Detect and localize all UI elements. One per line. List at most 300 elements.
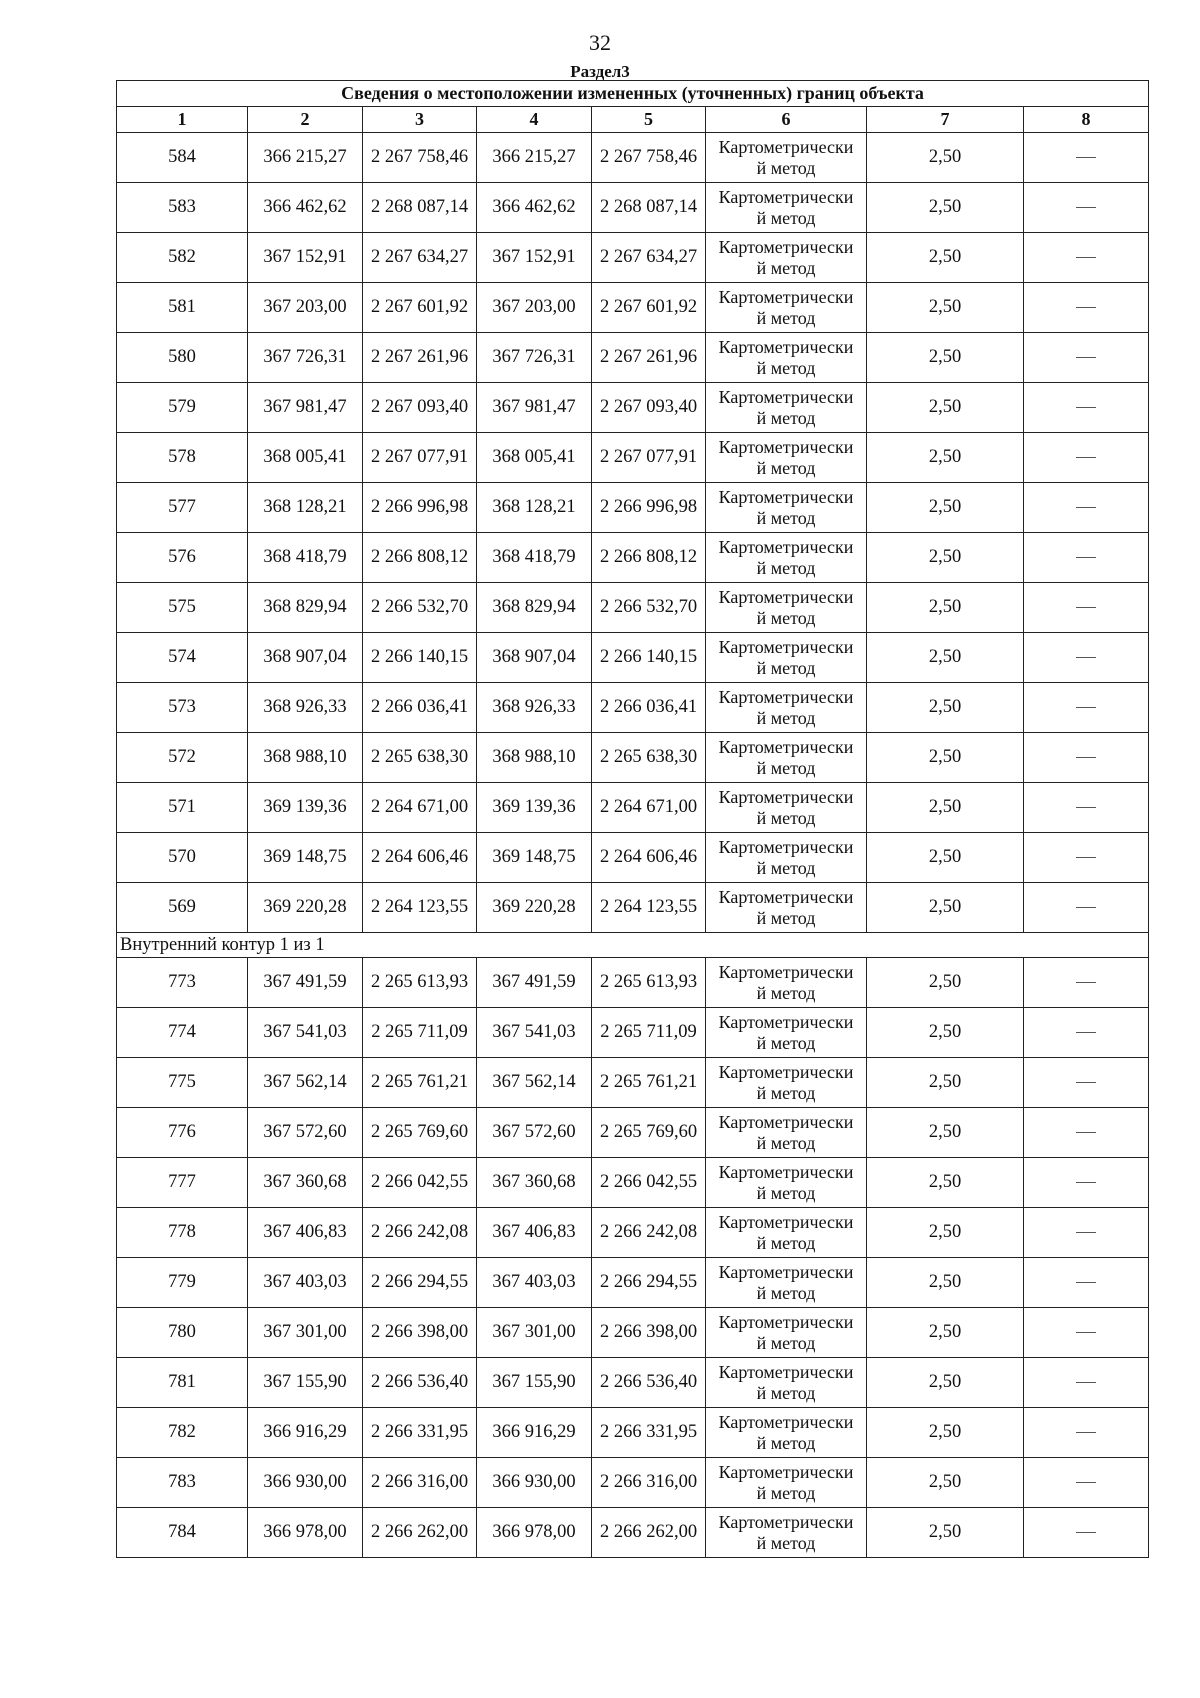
method-line: Картометрически <box>718 1161 854 1182</box>
x-existing-cell: 367 360,68 <box>248 1158 363 1208</box>
description-cell <box>1024 483 1149 533</box>
point-number-cell: 579 <box>117 383 248 433</box>
point-number-cell: 573 <box>117 683 248 733</box>
accuracy-cell: 2,50 <box>867 1508 1024 1558</box>
description-cell <box>1024 1308 1149 1358</box>
method-cell <box>706 883 867 933</box>
dash-mark <box>1076 1232 1096 1233</box>
method-line: Картометрически <box>718 1411 854 1432</box>
method-line: Картометрически <box>718 836 854 857</box>
y-existing-cell: 2 266 316,00 <box>363 1458 477 1508</box>
x-existing-cell: 369 139,36 <box>248 783 363 833</box>
description-cell <box>1024 1458 1149 1508</box>
x-existing-cell: 368 418,79 <box>248 533 363 583</box>
table-row <box>117 633 1149 683</box>
point-number-cell: 570 <box>117 833 248 883</box>
dash-mark <box>1076 1082 1096 1083</box>
method-line: й метод <box>756 307 816 328</box>
x-existing-cell: 367 155,90 <box>248 1358 363 1408</box>
description-cell <box>1024 1358 1149 1408</box>
description-cell <box>1024 333 1149 383</box>
y-new-cell: 2 266 996,98 <box>592 483 706 533</box>
y-existing-cell: 2 266 294,55 <box>363 1258 477 1308</box>
x-existing-cell: 367 491,59 <box>248 958 363 1008</box>
description-cell <box>1024 233 1149 283</box>
y-new-cell: 2 267 758,46 <box>592 133 706 183</box>
column-number: 3 <box>363 107 477 133</box>
y-new-cell: 2 266 808,12 <box>592 533 706 583</box>
method-line: й метод <box>756 1032 816 1053</box>
method-cell <box>706 1458 867 1508</box>
dash-mark <box>1076 507 1096 508</box>
y-existing-cell: 2 265 711,09 <box>363 1008 477 1058</box>
method-line: Картометрически <box>718 136 854 157</box>
description-cell <box>1024 383 1149 433</box>
accuracy-cell: 2,50 <box>867 1258 1024 1308</box>
column-number: 5 <box>592 107 706 133</box>
accuracy-cell: 2,50 <box>867 1208 1024 1258</box>
table-row <box>117 733 1149 783</box>
point-number-cell: 778 <box>117 1208 248 1258</box>
method-cell <box>706 1008 867 1058</box>
method-line: Картометрически <box>718 1461 854 1482</box>
table-row <box>117 1408 1149 1458</box>
y-existing-cell: 2 265 638,30 <box>363 733 477 783</box>
method-line: Картометрически <box>718 186 854 207</box>
y-existing-cell: 2 266 042,55 <box>363 1158 477 1208</box>
x-existing-cell: 367 572,60 <box>248 1108 363 1158</box>
y-new-cell: 2 266 316,00 <box>592 1458 706 1508</box>
y-existing-cell: 2 265 769,60 <box>363 1108 477 1158</box>
method-line: й метод <box>756 1232 816 1253</box>
method-line: й метод <box>756 1082 816 1103</box>
column-number: 6 <box>706 107 867 133</box>
y-existing-cell: 2 266 532,70 <box>363 583 477 633</box>
table-row <box>117 483 1149 533</box>
method-line: Картометрически <box>718 786 854 807</box>
point-number-cell: 781 <box>117 1358 248 1408</box>
method-line: Картометрически <box>718 686 854 707</box>
method-line: й метод <box>756 907 816 928</box>
method-cell <box>706 1058 867 1108</box>
accuracy-cell: 2,50 <box>867 1058 1024 1108</box>
method-line: Картометрически <box>718 1361 854 1382</box>
y-existing-cell: 2 266 536,40 <box>363 1358 477 1408</box>
description-cell <box>1024 283 1149 333</box>
point-number-cell: 584 <box>117 133 248 183</box>
method-cell <box>706 383 867 433</box>
point-number-cell: 775 <box>117 1058 248 1108</box>
description-cell <box>1024 1058 1149 1108</box>
y-existing-cell: 2 266 996,98 <box>363 483 477 533</box>
x-new-cell: 369 139,36 <box>477 783 592 833</box>
x-new-cell: 367 726,31 <box>477 333 592 383</box>
y-new-cell: 2 267 077,91 <box>592 433 706 483</box>
y-new-cell: 2 266 036,41 <box>592 683 706 733</box>
point-number-cell: 580 <box>117 333 248 383</box>
y-existing-cell: 2 264 123,55 <box>363 883 477 933</box>
method-line: й метод <box>756 1182 816 1203</box>
accuracy-cell: 2,50 <box>867 233 1024 283</box>
method-line: Картометрически <box>718 286 854 307</box>
y-existing-cell: 2 267 634,27 <box>363 233 477 283</box>
dash-mark <box>1076 1482 1096 1483</box>
description-cell <box>1024 183 1149 233</box>
point-number-cell: 777 <box>117 1158 248 1208</box>
x-existing-cell: 367 981,47 <box>248 383 363 433</box>
description-cell <box>1024 883 1149 933</box>
accuracy-cell: 2,50 <box>867 133 1024 183</box>
accuracy-cell: 2,50 <box>867 1408 1024 1458</box>
method-cell <box>706 183 867 233</box>
x-existing-cell: 366 978,00 <box>248 1508 363 1558</box>
description-cell <box>1024 733 1149 783</box>
description-cell <box>1024 1408 1149 1458</box>
x-existing-cell: 369 148,75 <box>248 833 363 883</box>
dash-mark <box>1076 307 1096 308</box>
section-label: Раздел3 <box>570 62 630 81</box>
x-existing-cell: 367 203,00 <box>248 283 363 333</box>
y-existing-cell: 2 267 758,46 <box>363 133 477 183</box>
method-line: Картометрически <box>718 1261 854 1282</box>
x-existing-cell: 368 829,94 <box>248 583 363 633</box>
method-line: й метод <box>756 657 816 678</box>
dash-mark <box>1076 207 1096 208</box>
description-cell <box>1024 433 1149 483</box>
method-line: й метод <box>756 207 816 228</box>
method-line: й метод <box>756 557 816 578</box>
method-line: Картометрически <box>718 236 854 257</box>
x-existing-cell: 368 926,33 <box>248 683 363 733</box>
y-existing-cell: 2 265 613,93 <box>363 958 477 1008</box>
description-cell <box>1024 683 1149 733</box>
y-new-cell: 2 266 398,00 <box>592 1308 706 1358</box>
point-number-cell: 581 <box>117 283 248 333</box>
accuracy-cell: 2,50 <box>867 633 1024 683</box>
x-existing-cell: 367 726,31 <box>248 333 363 383</box>
table-row <box>117 1458 1149 1508</box>
x-new-cell: 367 541,03 <box>477 1008 592 1058</box>
dash-mark <box>1076 757 1096 758</box>
dash-mark <box>1076 807 1096 808</box>
method-cell <box>706 1508 867 1558</box>
method-line: Картометрически <box>718 1011 854 1032</box>
point-number-cell: 574 <box>117 633 248 683</box>
table-row <box>117 183 1149 233</box>
point-number-cell: 576 <box>117 533 248 583</box>
accuracy-cell: 2,50 <box>867 1308 1024 1358</box>
method-line: й метод <box>756 757 816 778</box>
point-number-cell: 779 <box>117 1258 248 1308</box>
method-cell <box>706 833 867 883</box>
description-cell <box>1024 783 1149 833</box>
description-cell <box>1024 1158 1149 1208</box>
x-new-cell: 368 907,04 <box>477 633 592 683</box>
method-cell <box>706 133 867 183</box>
method-line: Картометрически <box>718 436 854 457</box>
accuracy-cell: 2,50 <box>867 433 1024 483</box>
boundary-table <box>116 80 1149 1558</box>
table-row <box>117 958 1149 1008</box>
method-line: Картометрически <box>718 536 854 557</box>
y-new-cell: 2 264 606,46 <box>592 833 706 883</box>
x-new-cell: 369 220,28 <box>477 883 592 933</box>
x-new-cell: 366 930,00 <box>477 1458 592 1508</box>
table-row <box>117 533 1149 583</box>
dash-mark <box>1076 357 1096 358</box>
x-existing-cell: 369 220,28 <box>248 883 363 933</box>
dash-mark <box>1076 1432 1096 1433</box>
y-existing-cell: 2 267 261,96 <box>363 333 477 383</box>
column-number: 8 <box>1024 107 1149 133</box>
y-new-cell: 2 265 761,21 <box>592 1058 706 1108</box>
x-new-cell: 367 562,14 <box>477 1058 592 1108</box>
x-new-cell: 367 203,00 <box>477 283 592 333</box>
y-new-cell: 2 266 331,95 <box>592 1408 706 1458</box>
x-new-cell: 367 406,83 <box>477 1208 592 1258</box>
method-cell <box>706 1358 867 1408</box>
accuracy-cell: 2,50 <box>867 1158 1024 1208</box>
table-row <box>117 1508 1149 1558</box>
method-cell <box>706 1308 867 1358</box>
method-line: Картометрически <box>718 336 854 357</box>
x-new-cell: 367 360,68 <box>477 1158 592 1208</box>
method-line: й метод <box>756 457 816 478</box>
description-cell <box>1024 1258 1149 1308</box>
y-new-cell: 2 268 087,14 <box>592 183 706 233</box>
point-number-cell: 575 <box>117 583 248 633</box>
accuracy-cell: 2,50 <box>867 733 1024 783</box>
x-new-cell: 367 152,91 <box>477 233 592 283</box>
dash-mark <box>1076 657 1096 658</box>
method-line: Картометрически <box>718 961 854 982</box>
y-new-cell: 2 266 532,70 <box>592 583 706 633</box>
x-new-cell: 367 155,90 <box>477 1358 592 1408</box>
y-new-cell: 2 267 093,40 <box>592 383 706 433</box>
table-row <box>117 383 1149 433</box>
table-row <box>117 1358 1149 1408</box>
method-cell <box>706 1208 867 1258</box>
x-existing-cell: 367 403,03 <box>248 1258 363 1308</box>
point-number-cell: 572 <box>117 733 248 783</box>
method-line: й метод <box>756 1382 816 1403</box>
description-cell <box>1024 833 1149 883</box>
method-cell <box>706 283 867 333</box>
dash-mark <box>1076 1132 1096 1133</box>
x-new-cell: 368 418,79 <box>477 533 592 583</box>
description-cell <box>1024 1108 1149 1158</box>
accuracy-cell: 2,50 <box>867 183 1024 233</box>
y-new-cell: 2 265 711,09 <box>592 1008 706 1058</box>
x-new-cell: 367 403,03 <box>477 1258 592 1308</box>
x-new-cell: 368 988,10 <box>477 733 592 783</box>
y-new-cell: 2 266 262,00 <box>592 1508 706 1558</box>
method-line: й метод <box>756 1432 816 1453</box>
dash-mark <box>1076 707 1096 708</box>
column-number-row <box>117 107 1149 133</box>
method-line: й метод <box>756 982 816 1003</box>
column-number: 7 <box>867 107 1024 133</box>
accuracy-cell: 2,50 <box>867 283 1024 333</box>
y-existing-cell: 2 267 093,40 <box>363 383 477 433</box>
accuracy-cell: 2,50 <box>867 333 1024 383</box>
table-row <box>117 1258 1149 1308</box>
accuracy-cell: 2,50 <box>867 1008 1024 1058</box>
accuracy-cell: 2,50 <box>867 533 1024 583</box>
column-number: 4 <box>477 107 592 133</box>
x-existing-cell: 366 930,00 <box>248 1458 363 1508</box>
inner-contour-row <box>117 933 1149 958</box>
method-cell <box>706 1158 867 1208</box>
y-existing-cell: 2 264 606,46 <box>363 833 477 883</box>
point-number-cell: 582 <box>117 233 248 283</box>
description-cell <box>1024 1008 1149 1058</box>
accuracy-cell: 2,50 <box>867 783 1024 833</box>
table-row <box>117 283 1149 333</box>
y-existing-cell: 2 266 331,95 <box>363 1408 477 1458</box>
table-row <box>117 883 1149 933</box>
dash-mark <box>1076 157 1096 158</box>
table-row <box>117 133 1149 183</box>
table-row <box>117 783 1149 833</box>
table-title: Сведения о местоположении измененных (уточненных) границ объекта <box>117 81 1149 107</box>
method-cell <box>706 683 867 733</box>
method-line: й метод <box>756 607 816 628</box>
table-body <box>117 81 1149 1558</box>
table-row <box>117 433 1149 483</box>
point-number-cell: 773 <box>117 958 248 1008</box>
method-cell <box>706 1258 867 1308</box>
description-cell <box>1024 533 1149 583</box>
method-line: й метод <box>756 807 816 828</box>
method-cell <box>706 433 867 483</box>
method-line: й метод <box>756 1282 816 1303</box>
method-cell <box>706 1408 867 1458</box>
y-existing-cell: 2 264 671,00 <box>363 783 477 833</box>
table-row <box>117 1208 1149 1258</box>
accuracy-cell: 2,50 <box>867 1458 1024 1508</box>
accuracy-cell: 2,50 <box>867 483 1024 533</box>
method-line: Картометрически <box>718 1111 854 1132</box>
x-existing-cell: 368 907,04 <box>248 633 363 683</box>
x-new-cell: 368 005,41 <box>477 433 592 483</box>
method-line: Картометрически <box>718 386 854 407</box>
point-number-cell: 783 <box>117 1458 248 1508</box>
dash-mark <box>1076 1532 1096 1533</box>
point-number-cell: 577 <box>117 483 248 533</box>
x-new-cell: 367 981,47 <box>477 383 592 433</box>
y-new-cell: 2 265 638,30 <box>592 733 706 783</box>
x-new-cell: 367 491,59 <box>477 958 592 1008</box>
method-line: й метод <box>756 1482 816 1503</box>
y-new-cell: 2 267 601,92 <box>592 283 706 333</box>
x-existing-cell: 366 215,27 <box>248 133 363 183</box>
y-new-cell: 2 266 242,08 <box>592 1208 706 1258</box>
point-number-cell: 569 <box>117 883 248 933</box>
description-cell <box>1024 958 1149 1008</box>
y-existing-cell: 2 267 601,92 <box>363 283 477 333</box>
y-new-cell: 2 266 042,55 <box>592 1158 706 1208</box>
method-line: й метод <box>756 257 816 278</box>
method-line: й метод <box>756 1332 816 1353</box>
y-existing-cell: 2 268 087,14 <box>363 183 477 233</box>
y-new-cell: 2 264 671,00 <box>592 783 706 833</box>
point-number-cell: 774 <box>117 1008 248 1058</box>
method-cell <box>706 958 867 1008</box>
y-new-cell: 2 266 140,15 <box>592 633 706 683</box>
dash-mark <box>1076 407 1096 408</box>
y-new-cell: 2 265 613,93 <box>592 958 706 1008</box>
column-number: 1 <box>117 107 248 133</box>
x-new-cell: 369 148,75 <box>477 833 592 883</box>
method-line: й метод <box>756 507 816 528</box>
method-cell <box>706 733 867 783</box>
dash-mark <box>1076 1282 1096 1283</box>
x-new-cell: 367 572,60 <box>477 1108 592 1158</box>
accuracy-cell: 2,50 <box>867 683 1024 733</box>
x-new-cell: 367 301,00 <box>477 1308 592 1358</box>
method-line: Картометрически <box>718 1311 854 1332</box>
y-existing-cell: 2 266 262,00 <box>363 1508 477 1558</box>
method-line: й метод <box>756 857 816 878</box>
description-cell <box>1024 583 1149 633</box>
method-line: Картометрически <box>718 486 854 507</box>
point-number-cell: 780 <box>117 1308 248 1358</box>
method-cell <box>706 1108 867 1158</box>
dash-mark <box>1076 1182 1096 1183</box>
inner-contour-label: Внутренний контур 1 из 1 <box>117 933 1149 958</box>
method-line: й метод <box>756 407 816 428</box>
accuracy-cell: 2,50 <box>867 583 1024 633</box>
point-number-cell: 776 <box>117 1108 248 1158</box>
method-cell <box>706 533 867 583</box>
method-line: й метод <box>756 157 816 178</box>
y-existing-cell: 2 266 036,41 <box>363 683 477 733</box>
method-line: Картометрически <box>718 1511 854 1532</box>
x-existing-cell: 367 301,00 <box>248 1308 363 1358</box>
description-cell <box>1024 1208 1149 1258</box>
dash-mark <box>1076 257 1096 258</box>
table-row <box>117 1158 1149 1208</box>
method-line: Картометрически <box>718 1061 854 1082</box>
y-new-cell: 2 267 634,27 <box>592 233 706 283</box>
accuracy-cell: 2,50 <box>867 383 1024 433</box>
column-number: 2 <box>248 107 363 133</box>
accuracy-cell: 2,50 <box>867 1358 1024 1408</box>
description-cell <box>1024 133 1149 183</box>
table-row <box>117 1108 1149 1158</box>
y-existing-cell: 2 266 808,12 <box>363 533 477 583</box>
table-row <box>117 1308 1149 1358</box>
x-new-cell: 366 215,27 <box>477 133 592 183</box>
method-line: й метод <box>756 707 816 728</box>
method-cell <box>706 783 867 833</box>
x-existing-cell: 366 462,62 <box>248 183 363 233</box>
method-line: й метод <box>756 357 816 378</box>
x-new-cell: 366 462,62 <box>477 183 592 233</box>
method-line: Картометрически <box>718 1211 854 1232</box>
dash-mark <box>1076 1382 1096 1383</box>
dash-mark <box>1076 982 1096 983</box>
x-existing-cell: 366 916,29 <box>248 1408 363 1458</box>
x-new-cell: 366 978,00 <box>477 1508 592 1558</box>
accuracy-cell: 2,50 <box>867 833 1024 883</box>
dash-mark <box>1076 557 1096 558</box>
method-cell <box>706 333 867 383</box>
x-existing-cell: 367 406,83 <box>248 1208 363 1258</box>
dash-mark <box>1076 457 1096 458</box>
point-number-cell: 578 <box>117 433 248 483</box>
